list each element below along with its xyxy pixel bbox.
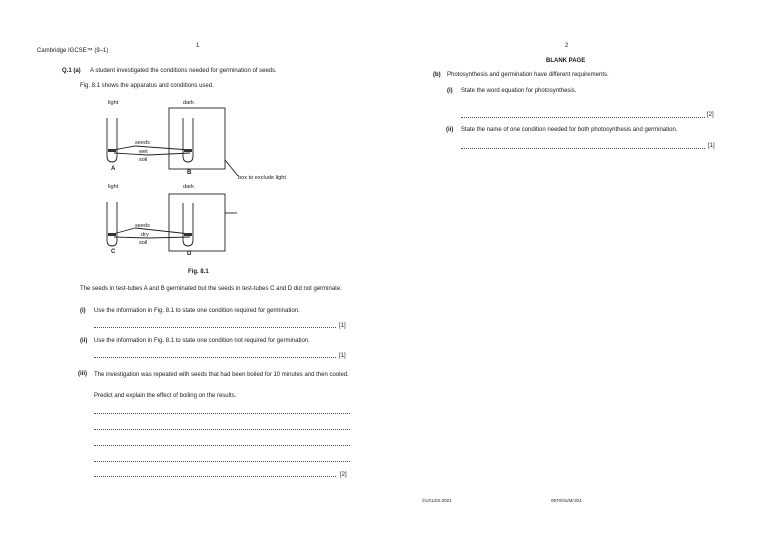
part-i-number: (i)	[80, 308, 86, 314]
light-label-bottom: light	[108, 184, 119, 190]
box-label: box to exclude light	[238, 175, 286, 181]
part-iii-prompt: Predict and explain the effect of boiling on the results.	[94, 393, 237, 399]
test-tube-a	[107, 118, 117, 162]
question-label: Q.1 (a)	[62, 68, 81, 74]
part-b-i-number: (i)	[447, 88, 453, 94]
part-b-i-marks: [2]	[707, 112, 714, 118]
part-ii-answer-line[interactable]	[94, 353, 336, 358]
test-tube-c	[107, 202, 117, 246]
seeds-label-top: seeds	[135, 140, 150, 146]
part-i-text: Use the information in Fig. 8.1 to state one condition required for germination.	[94, 308, 300, 314]
tube-c-label: C	[111, 249, 116, 255]
seeds-a	[108, 149, 116, 152]
results-statement: The seeds in test-tubes A and B germinated but the seeds in test-tubes C and D did not germinate.	[80, 286, 342, 292]
seeds-label-bottom: seeds	[135, 223, 150, 229]
soil-label-top: soil	[139, 157, 148, 163]
footer-code: 0970/31/M/J/21	[551, 498, 583, 503]
part-b-ii-number: (ii)	[446, 127, 454, 133]
part-b-ii-marks: [1]	[708, 143, 715, 149]
seeds-d	[184, 233, 192, 236]
footer-copyright: ©UCLES 2021	[422, 498, 452, 503]
dark-label-top: dark	[183, 100, 194, 106]
part-iii-answer-line-4[interactable]	[94, 457, 350, 462]
part-iii-answer-line-2[interactable]	[94, 425, 350, 430]
figure-intro: Fig. 8.1 shows the apparatus and conditions used.	[80, 83, 214, 89]
exam-header: Cambridge IGCSE™ (9–1)	[37, 48, 109, 54]
part-ii-number: (ii)	[80, 338, 88, 344]
light-box-b	[169, 108, 225, 169]
dry-label: dry	[141, 232, 149, 238]
dark-label-bottom: dark	[183, 184, 194, 190]
seeds-b	[184, 149, 192, 152]
part-ii-text: Use the information in Fig. 8.1 to state one condition not required for germination.	[94, 338, 310, 344]
part-b-i-answer-line[interactable]	[461, 113, 705, 118]
figure-caption: Fig. 8.1	[188, 269, 209, 275]
part-b-i-text: State the word equation for photosynthesis.	[461, 88, 577, 94]
part-i-answer-line[interactable]	[94, 323, 336, 328]
part-ii-marks: [1]	[339, 353, 346, 359]
part-iii-text: The investigation was repeated with seeds that had been boiled for 10 minutes and then cooled.	[94, 372, 349, 378]
part-b-label: (b)	[433, 72, 441, 78]
light-label-top: light	[108, 100, 119, 106]
page-number-right: 2	[565, 43, 569, 49]
tube-d-label: D	[187, 251, 192, 257]
part-iii-marks: [2]	[340, 472, 347, 478]
part-b-ii-answer-line[interactable]	[461, 144, 705, 149]
blank-page-heading: BLANK PAGE	[546, 58, 586, 64]
tube-a-label: A	[111, 166, 116, 172]
part-b-ii-text: State the name of one condition needed for both photosynthesis and germination.	[461, 127, 678, 133]
part-iii-answer-line-1[interactable]	[94, 409, 350, 414]
question-intro: A student investigated the conditions needed for germination of seeds.	[90, 68, 277, 74]
soil-label-bottom: soil	[139, 240, 148, 246]
part-b-text: Photosynthesis and germination have different requirements.	[447, 72, 609, 78]
seeds-c	[108, 233, 116, 236]
part-iii-number: (iii)	[78, 371, 87, 377]
test-tube-d	[183, 203, 193, 246]
light-box-d	[169, 194, 225, 251]
tube-b-label: B	[187, 170, 192, 176]
part-iii-answer-line-5[interactable]	[94, 472, 336, 477]
wet-label: wet	[139, 149, 148, 155]
part-i-marks: [1]	[339, 323, 346, 329]
test-tube-b	[183, 118, 193, 162]
page-number-left: 1	[196, 43, 200, 49]
part-iii-answer-line-3[interactable]	[94, 441, 350, 446]
